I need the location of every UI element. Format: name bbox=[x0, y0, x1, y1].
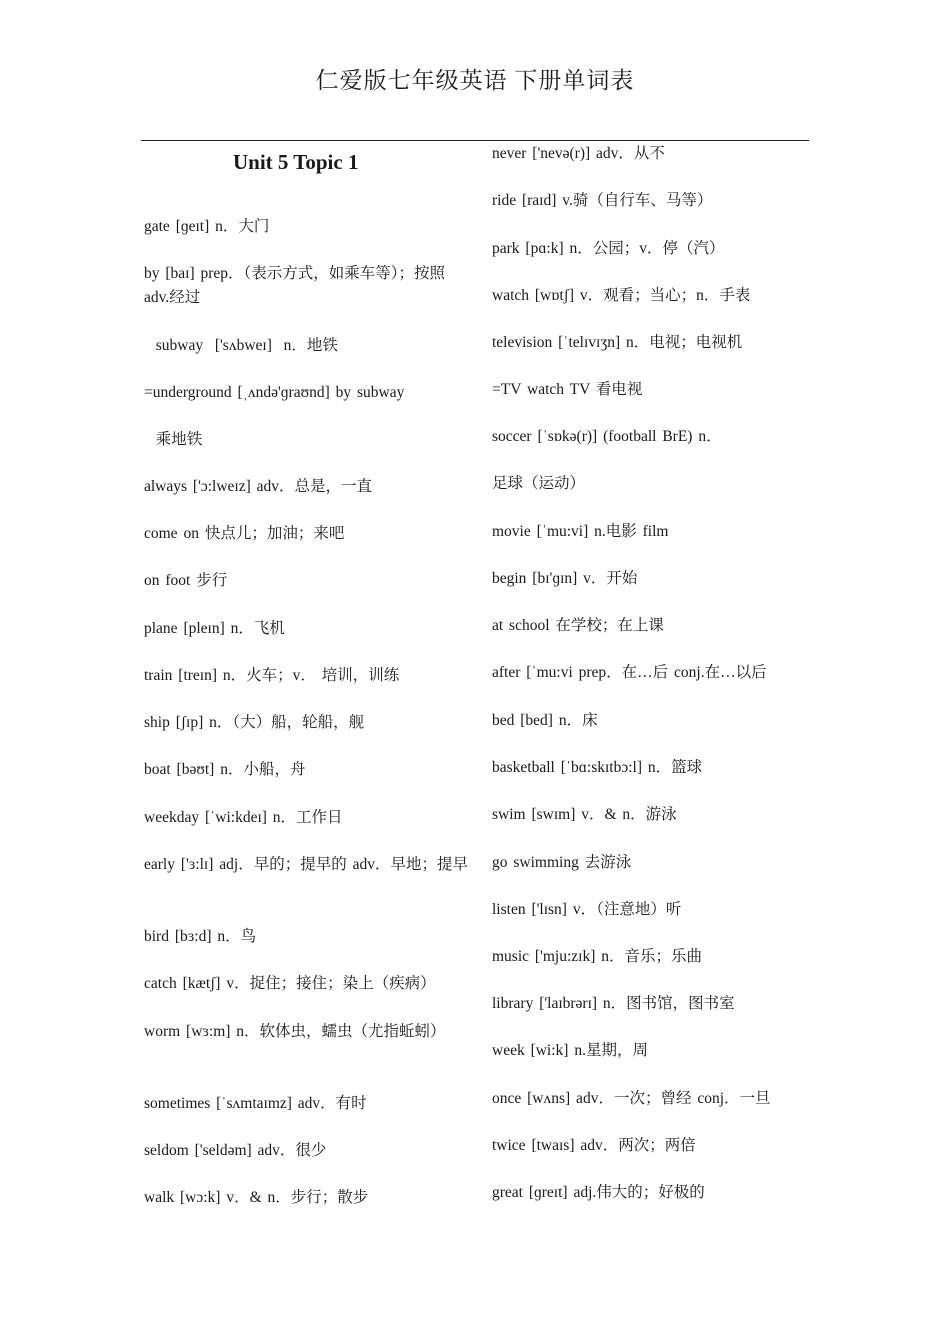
vocab-entry: subway ['sʌbweɪ] n．地铁 bbox=[144, 337, 338, 354]
header-rule bbox=[141, 140, 809, 141]
vocab-entry: music ['mju:zɪk] n．音乐；乐曲 bbox=[492, 948, 702, 965]
vocab-entry: go swimming 去游泳 bbox=[492, 854, 632, 871]
vocab-entry: always ['ɔ:lweɪz] adv．总是，一直 bbox=[144, 478, 373, 495]
vocab-entry: gate [ɡeɪt] n．大门 bbox=[144, 218, 270, 235]
vocab-entry: at school 在学校；在上课 bbox=[492, 617, 664, 634]
vocab-entry: come on 快点儿；加油；来吧 bbox=[144, 525, 345, 542]
vocab-entry: boat [bəʊt] n．小船，舟 bbox=[144, 761, 306, 778]
vocab-entry: catch [kætʃ] v．捉住；接住；染上（疾病） bbox=[144, 975, 436, 992]
vocab-entry: library ['laɪbrərɪ] n．图书馆，图书室 bbox=[492, 995, 735, 1012]
vocab-entry: begin [bɪ'ɡɪn] v．开始 bbox=[492, 570, 638, 587]
vocab-entry: never ['nevə(r)] adv．从不 bbox=[492, 145, 665, 162]
vocab-entry: great [ɡreɪt] adj.伟大的；好极的 bbox=[492, 1184, 705, 1201]
vocab-entry: =TV watch TV 看电视 bbox=[492, 381, 643, 398]
vocab-entry: on foot 步行 bbox=[144, 572, 228, 589]
vocab-entry: 乘地铁 bbox=[144, 431, 203, 448]
vocab-entry: listen ['lɪsn] v．（注意地）听 bbox=[492, 901, 682, 918]
vocab-entry: plane [pleɪn] n．飞机 bbox=[144, 620, 285, 637]
vocab-entry: twice [twaɪs] adv．两次；两倍 bbox=[492, 1137, 696, 1154]
vocab-entry: park [pɑ:k] n．公园；v．停（汽） bbox=[492, 240, 725, 257]
vocab-entry: basketball [ˈbɑ:skɪtbɔ:l] n．篮球 bbox=[492, 759, 703, 776]
vocab-entry: television [ˈtelɪvɪʒn] n．电视；电视机 bbox=[492, 334, 743, 351]
vocab-entry: ship [ʃɪp] n．（大）船，轮船，舰 bbox=[144, 714, 365, 731]
vocab-entry: movie [ˈmu:vi] n.电影 film bbox=[492, 523, 669, 540]
vocab-entry: once [wʌns] adv．一次；曾经 conj．一旦 bbox=[492, 1090, 771, 1107]
vocab-entry: sometimes [ˈsʌmtaɪmz] adv．有时 bbox=[144, 1095, 367, 1112]
vocab-entry: 足球（运动） bbox=[492, 475, 586, 492]
vocab-entry: after [ˈmu:vi prep．在…后 conj.在…以后 bbox=[492, 664, 767, 681]
unit-heading: Unit 5 Topic 1 bbox=[233, 150, 359, 174]
vocab-entry: by [baɪ] prep．（表示方式，如乘车等）；按照 adv.经过 bbox=[144, 265, 446, 306]
document-title: 仁爱版七年级英语 下册单词表 bbox=[315, 68, 635, 93]
vocab-entry: =underground [ˌʌndə'ɡraʊnd] by subway bbox=[144, 384, 405, 401]
vocab-entry: walk [wɔ:k] v．& n．步行；散步 bbox=[144, 1189, 369, 1206]
vocab-entry: bird [bɜ:d] n．鸟 bbox=[144, 928, 257, 945]
vocab-entry: worm [wɜ:m] n．软体虫，蠕虫（尤指蚯蚓） bbox=[144, 1023, 446, 1040]
vocab-entry: weekday [ˈwi:kdeɪ] n．工作日 bbox=[144, 809, 343, 826]
vocab-entry: early ['ɜ:lɪ] adj．早的；提早的 adv．早地；提早 bbox=[144, 856, 468, 873]
vocab-entry: train [treɪn] n．火车；v． 培训，训练 bbox=[144, 667, 400, 684]
vocab-entry: seldom ['seldəm] adv．很少 bbox=[144, 1142, 327, 1159]
vocab-entry: swim [swɪm] v．& n．游泳 bbox=[492, 806, 677, 823]
vocab-entry: bed [bed] n．床 bbox=[492, 712, 598, 729]
vocab-entry: ride [raɪd] v.骑（自行车、马等） bbox=[492, 192, 713, 209]
vocab-entry: watch [wɒtʃ] v．观看；当心；n．手表 bbox=[492, 287, 751, 304]
vocab-entry: week [wi:k] n.星期，周 bbox=[492, 1042, 648, 1059]
vocab-entry: soccer [ˈsɒkə(r)] (football BrE) n． bbox=[492, 428, 722, 445]
